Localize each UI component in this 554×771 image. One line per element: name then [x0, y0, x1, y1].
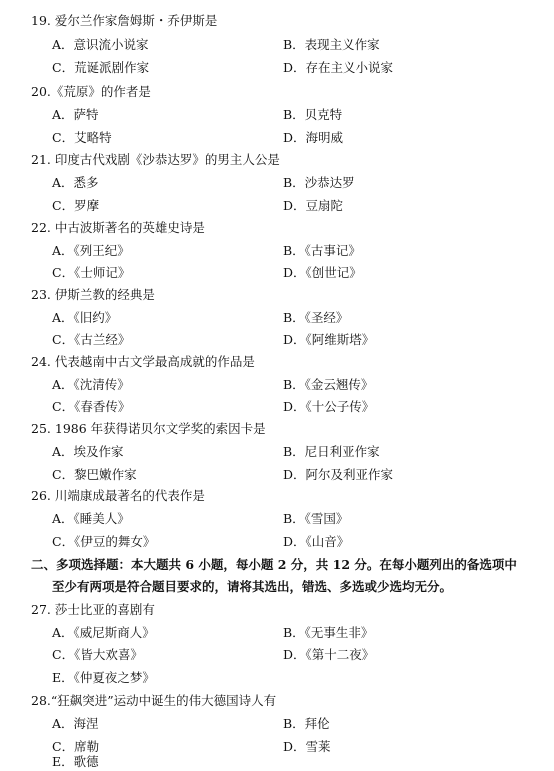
option-22c: C．《士师记》	[52, 265, 131, 280]
option-22d: D．《创世记》	[283, 265, 362, 280]
option-19d: D．存在主义小说家	[283, 60, 394, 75]
section2-instructions: 至少有两项是符合题目要求的，请将其选出，错选、多选或少选均无分。	[52, 579, 453, 594]
question-21: 21. 印度古代戏剧《沙恭达罗》的男主人公是	[31, 152, 280, 167]
option-25b: B．尼日利亚作家	[283, 444, 380, 459]
option-19a: A．意识流小说家	[52, 37, 149, 52]
option-23d: D．《阿维斯塔》	[283, 332, 375, 347]
question-23: 23. 伊斯兰教的经典是	[31, 287, 155, 302]
option-21b: B．沙恭达罗	[283, 175, 355, 190]
section2-heading: 二、多项选择题：本大题共 6 小题，每小题 2 分，共 12 分。在每小题列出的备选项中	[31, 557, 517, 572]
option-21c: C．罗摩	[52, 198, 100, 213]
question-25: 25. 1986 年获得诺贝尔文学奖的索因卡是	[31, 421, 266, 436]
option-24b: B．《金云翘传》	[283, 377, 374, 392]
option-26c: C．《伊豆的舞女》	[52, 534, 156, 549]
question-19: 19. 爱尔兰作家詹姆斯・乔伊斯是	[31, 13, 218, 28]
option-25c: C．黎巴嫩作家	[52, 467, 137, 482]
option-28c: C．席勒	[52, 739, 100, 754]
option-26a: A．《睡美人》	[52, 511, 130, 526]
option-27a: A．《威尼斯商人》	[52, 625, 155, 640]
option-19b: B．表现主义作家	[283, 37, 380, 52]
option-24a: A．《沈清传》	[52, 377, 130, 392]
option-27e: E．《仲夏夜之梦》	[52, 670, 155, 685]
option-28d: D．雪莱	[283, 739, 331, 754]
option-22a: A．《列王纪》	[52, 243, 130, 258]
option-21a: A．悉多	[52, 175, 99, 190]
option-19c: C．荒诞派剧作家	[52, 60, 150, 75]
option-20b: B．贝克特	[283, 107, 343, 122]
option-25a: A．埃及作家	[52, 444, 124, 459]
option-24c: C．《春香传》	[52, 399, 131, 414]
option-23c: C．《古兰经》	[52, 332, 131, 347]
option-22b: B．《古事记》	[283, 243, 361, 258]
option-20c: C．艾略特	[52, 130, 112, 145]
option-20a: A．萨特	[52, 107, 99, 122]
option-28b: B．拜伦	[283, 716, 330, 731]
option-27b: B．《无事生非》	[283, 625, 374, 640]
question-28: 28.“狂飙突进”运动中诞生的伟大德国诗人有	[31, 693, 277, 708]
option-27d: D．《第十二夜》	[283, 647, 375, 662]
question-27: 27. 莎士比亚的喜剧有	[31, 602, 155, 617]
question-24: 24. 代表越南中古文学最高成就的作品是	[31, 354, 255, 369]
question-20: 20.《荒原》的作者是	[31, 84, 151, 99]
question-22: 22. 中古波斯著名的英雄史诗是	[31, 220, 205, 235]
question-26: 26. 川端康成最著名的代表作是	[31, 488, 205, 503]
option-26d: D．《山音》	[283, 534, 350, 549]
option-20d: D．海明威	[283, 130, 344, 145]
option-28e: E．歌德	[52, 754, 99, 769]
option-26b: B．《雪国》	[283, 511, 349, 526]
option-21d: D．豆扇陀	[283, 198, 344, 213]
option-27c: C．《皆大欢喜》	[52, 647, 143, 662]
option-23a: A．《旧约》	[52, 310, 118, 325]
option-25d: D．阿尔及利亚作家	[283, 467, 394, 482]
option-23b: B．《圣经》	[283, 310, 349, 325]
option-24d: D．《十公子传》	[283, 399, 375, 414]
option-28a: A．海涅	[52, 716, 99, 731]
